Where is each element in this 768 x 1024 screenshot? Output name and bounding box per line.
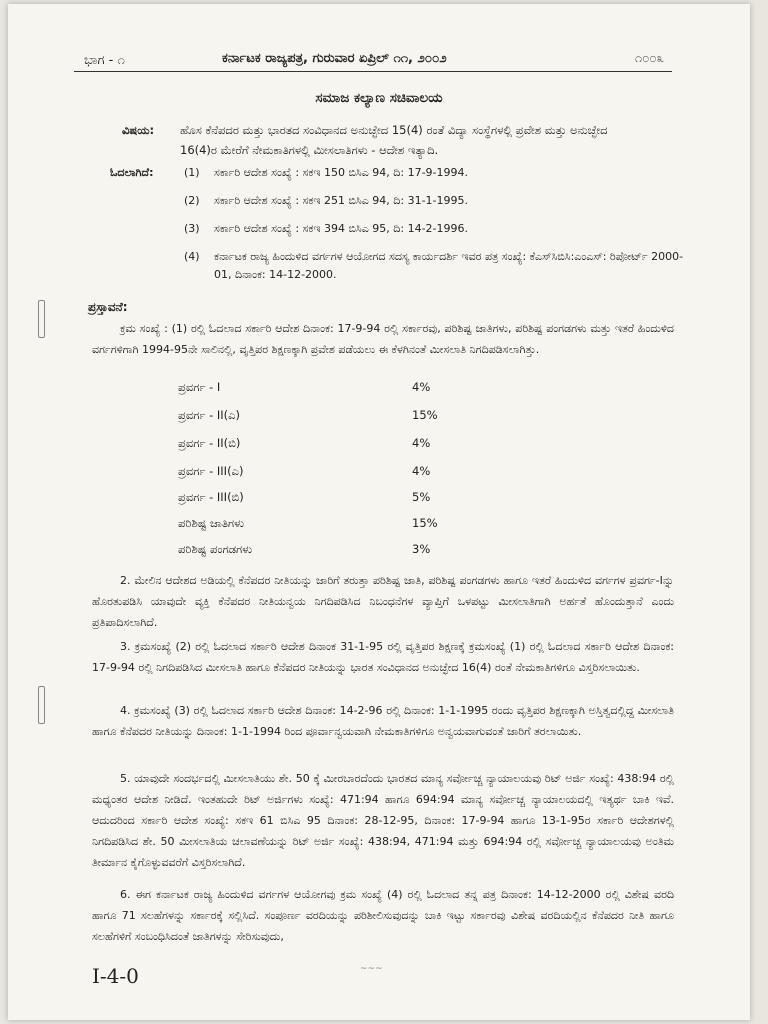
quota-row xyxy=(178,542,478,560)
quota-row xyxy=(178,408,478,426)
quota-category: ಪ್ರವರ್ಗ - III(ಬಿ) xyxy=(178,490,244,504)
reference-text: ಸರ್ಕಾರಿ ಆದೇಶ ಸಂಖ್ಯೆ : ಸಕಇ 394 ಬಿಸಿಎ 95, ದಿ: 14-2-1996. xyxy=(214,222,468,235)
header-gazette-title: ಕರ್ನಾಟಕ ರಾಜ್ಯಪತ್ರ, ಗುರುವಾರ ಏಪ್ರಿಲ್ ೧೧, ೨೦೦೨ xyxy=(222,51,447,66)
subject-block xyxy=(122,120,622,160)
paragraph-5: 5. ಯಾವುದೇ ಸಂದರ್ಭದಲ್ಲಿ ಮೀಸಲಾತಿಯು ಶೇ. 50 ಕ್ಕೆ ಮೀರಬಾರದೆಂದು ಭಾರತದ ಮಾನ್ಯ ಸರ್ವೋಚ್ಚ ನ್ಯಾಯಾಲಯವು ರಿಟ್ ಅರ್ಜಿ ಸಂಖ್ಯೆ: 438:94 ರಲ್ಲಿ ಮಧ್ಯಂತರ ಆದೇಶ ನೀಡಿದೆ. ಇಂತಹುದೇ ರಿಟ್ ಅರ್ಜಿಗಳು ಸಂಖ್ಯೆ: 471:94 ಹಾಗೂ 694:94 ಮಾನ್ಯ ಸರ್ವೋಚ್ಚ ನ್ಯಾಯಾಲಯದಲ್ಲಿ ಇತ್ಯರ್ಥ ಬಾಕಿ ಇವೆ. ಆದುದರಿಂದ ಸರ್ಕಾರಿ ಆದೇಶ ಸಂಖ್ಯೆ: ಸಕಇ 61 ಬಿಸಿಎ 95 ದಿನಾಂಕ: 28-12-95, ದಿನಾಂಕ: 17-9-94 ಹಾಗೂ 13-1-95ರ ಸರ್ಕಾರಿ ಆದೇಶಗಳಲ್ಲಿ ನಿಗದಿಪಡಿಸಿದ ಶೇ. 50 ಮೀಸಲಾತಿಯ ಚಲಾವಣೆಯನ್ನು ರಿಟ್ ಅರ್ಜಿ ಸಂಖ್ಯೆ: 438:94, 471:94 ಮತ್ತು 694:94 ರಲ್ಲಿ ಸರ್ವೋಚ್ಚ ನ್ಯಾಯಾಲಯವು ಅಂತಿಮ ತೀರ್ಮಾನ ಕೈಗೊಳ್ಳುವವರೆಗೆ ವಿಸ್ತರಿಸಲಾಗಿದೆ. xyxy=(92,772,675,869)
preamble-heading: ಪ್ರಸ್ತಾವನೆ: xyxy=(88,300,128,314)
reference-item xyxy=(184,248,684,284)
quota-percent: 4% xyxy=(412,464,431,478)
reference-number: (2) xyxy=(184,194,200,207)
quota-percent: 4% xyxy=(412,436,431,450)
punch-hole-mark xyxy=(38,300,45,338)
reference-text: ಸರ್ಕಾರಿ ಆದೇಶ ಸಂಖ್ಯೆ : ಸಕಇ 150 ಬಿಸಿಎ 94, ದಿ: 17-9-1994. xyxy=(214,166,468,179)
references-label: ಓದಲಾಗಿದೆ: xyxy=(110,166,154,179)
quota-category: ಪ್ರವರ್ಗ - II(ಬಿ) xyxy=(178,436,241,450)
quota-row xyxy=(178,380,478,398)
quota-percent: 5% xyxy=(412,490,431,504)
reference-text: ಸರ್ಕಾರಿ ಆದೇಶ ಸಂಖ್ಯೆ : ಸಕಇ 251 ಬಿಸಿಎ 94, ದಿ: 31-1-1995. xyxy=(214,194,468,207)
reference-number: (4) xyxy=(184,250,200,263)
page-title: ಸಮಾಜ ಕಲ್ಯಾಣ ಸಚಿವಾಲಯ xyxy=(315,90,443,106)
quota-category: ಪ್ರವರ್ಗ - I xyxy=(178,380,221,394)
punch-hole-mark xyxy=(38,686,45,724)
quota-percent: 15% xyxy=(412,516,438,530)
quota-row xyxy=(178,464,478,482)
reference-number: (1) xyxy=(184,166,200,179)
paragraph-3: 3. ಕ್ರಮಸಂಖ್ಯೆ (2) ರಲ್ಲಿ ಓದಲಾದ ಸರ್ಕಾರಿ ಆದೇಶ ದಿನಾಂಕ 31-1-95 ರಲ್ಲಿ ವೃತ್ತಿಪರ ಶಿಕ್ಷಣಕ್ಕೆ ಕ್ರಮಸಂಖ್ಯೆ (1) ರಲ್ಲಿ ಓದಲಾದ ಸರ್ಕಾರಿ ಆದೇಶ ದಿನಾಂಕ: 17-9-94 ರಲ್ಲಿ ನಿಗದಿಪಡಿಸಿದ ಮೀಸಲಾತಿ ಹಾಗೂ ಕೆನೆಪದರ ನೀತಿಯನ್ನು ಭಾರತ ಸಂವಿಧಾನದ ಅನುಚ್ಛೇದ 16(4) ರಂತೆ ನೇಮಕಾತಿಗಳಿಗೂ ವಿಸ್ತರಿಸಲಾಯಿತು. xyxy=(92,640,674,674)
quota-percent: 15% xyxy=(412,408,438,422)
handwritten-note: I-4-0 xyxy=(92,964,139,988)
subject-label: ವಿಷಯ: xyxy=(122,123,155,137)
header-part: ಭಾಗ - ೧ xyxy=(84,53,125,68)
header-page-number: ೧೦೦೩ xyxy=(634,51,664,66)
paragraph-2: 2. ಮೇಲಿನ ಆದೇಶದ ಅಡಿಯಲ್ಲಿ ಕೆನೆಪದರ ನೀತಿಯನ್ನು ಜಾರಿಗೆ ತರುತ್ತಾ ಪರಿಶಿಷ್ಟ ಜಾತಿ, ಪರಿಶಿಷ್ಟ ಪಂಗಡಗಳು ಹಾಗೂ ಇತರೆ ಹಿಂದುಳಿದ ವರ್ಗಗಳ ಪ್ರವರ್ಗ-Iನ್ನು ಹೊರತುಪಡಿಸಿ ಯಾವುದೇ ವ್ಯಕ್ತಿ ಕೆನೆಪದರ ನೀತಿಯನ್ವಯ ನಿಗದಿಪಡಿಸಿದ ನಿಬಂಧನೆಗಳ ವ್ಯಾಪ್ತಿಗೆ ಒಳಪಟ್ಟು ಮೀಸಲಾತಿಗಾಗಿ ಅರ್ಹತೆ ಹೊಂದುತ್ತಾನೆ ಎಂದು ಪ್ರತಿಪಾದಿಸಲಾಗಿದೆ. xyxy=(92,574,674,629)
quota-category: ಪರಿಶಿಷ್ಟ ಜಾತಿಗಳು xyxy=(178,516,245,530)
quota-category: ಪ್ರವರ್ಗ - II(ಎ) xyxy=(178,408,241,422)
reference-item xyxy=(184,220,684,238)
quota-row xyxy=(178,436,478,454)
faint-scribble: ~~~ xyxy=(360,964,383,974)
quota-row xyxy=(178,516,478,534)
quota-category: ಪ್ರವರ್ಗ - III(ಎ) xyxy=(178,464,244,478)
subject-text: ಹೊಸ ಕೆನೆಪದರ ಮತ್ತು ಭಾರತದ ಸಂವಿಧಾನದ ಅನುಚ್ಛೇದ 15(4) ರಂತೆ ವಿದ್ಯಾ ಸಂಸ್ಥೆಗಳಲ್ಲಿ ಪ್ರವೇಶ ಮತ್ತು ಅನುಚ್ಛೇದ 16(4)ರ ಮೇರೆಗೆ ನೇಮಕಾತಿಗಳಲ್ಲಿ ಮೀಸಲಾತಿಗಳು - ಆದೇಶ ಇತ್ಯಾದಿ. xyxy=(180,123,608,157)
reference-number: (3) xyxy=(184,222,200,235)
quota-category: ಪರಿಶಿಷ್ಟ ಪಂಗಡಗಳು xyxy=(178,542,253,556)
quota-percent: 4% xyxy=(412,380,431,394)
document-page xyxy=(8,4,750,1020)
gazette-header xyxy=(74,49,672,72)
quota-row xyxy=(178,490,478,508)
quota-percent: 3% xyxy=(412,542,431,556)
paragraph-4: 4. ಕ್ರಮಸಂಖ್ಯೆ (3) ರಲ್ಲಿ ಓದಲಾದ ಸರ್ಕಾರಿ ಆದೇಶ ದಿನಾಂಕ: 14-2-96 ರಲ್ಲಿ ದಿನಾಂಕ: 1-1-1995 ರಂದು ವೃತ್ತಿಪರ ಶಿಕ್ಷಣಕ್ಕಾಗಿ ಅಸ್ತಿತ್ವದಲ್ಲಿದ್ದ ಮೀಸಲಾತಿ ಹಾಗೂ ಕೆನೆಪದರ ನೀತಿಯನ್ನು ದಿನಾಂಕ: 1-1-1994 ರಿಂದ ಪೂರ್ವಾನ್ವಯವಾಗಿ ನೇಮಕಾತಿಗಳಿಗೂ ಅನ್ವಯವಾಗುವಂತೆ ಜಾರಿಗೆ ತರಲಾಯಿತು. xyxy=(92,704,674,738)
paragraph-1: ಕ್ರಮ ಸಂಖ್ಯೆ : (1) ರಲ್ಲಿ ಓದಲಾದ ಸರ್ಕಾರಿ ಆದೇಶ ದಿನಾಂಕ: 17-9-94 ರಲ್ಲಿ ಸರ್ಕಾರವು, ಪರಿಶಿಷ್ಟ ಜಾತಿಗಳು, ಪರಿಶಿಷ್ಟ ಪಂಗಡಗಳು ಮತ್ತು ಇತರೆ ಹಿಂದುಳಿದ ವರ್ಗಗಳಿಗಾಗಿ 1994-95ನೇ ಸಾಲಿನಲ್ಲಿ, ವೃತ್ತಿಪರ ಶಿಕ್ಷಣಕ್ಕಾಗಿ ಪ್ರವೇಶ ಪಡೆಯಲು ಈ ಕೆಳಗಿನಂತೆ ಮೀಸಲಾತಿ ನಿಗದಿಪಡಿಸಲಾಗಿತ್ತು. xyxy=(92,322,674,356)
paragraph-6: 6. ಈಗ ಕರ್ನಾಟಕ ರಾಜ್ಯ ಹಿಂದುಳಿದ ವರ್ಗಗಳ ಆಯೋಗವು ಕ್ರಮ ಸಂಖ್ಯೆ (4) ರಲ್ಲಿ ಓದಲಾದ ತನ್ನ ಪತ್ರ ದಿನಾಂಕ: 14-12-2000 ರಲ್ಲಿ ವಿಶೇಷ ವರದಿ ಹಾಗೂ 71 ಸಲಹೆಗಳನ್ನು ಸರ್ಕಾರಕ್ಕೆ ಸಲ್ಲಿಸಿದೆ. ಸಂಪೂರ್ಣ ವರದಿಯನ್ನು ಪರಿಶೀಲಿಸುವುದನ್ನು ಬಾಕಿ ಇಟ್ಟು ಸರ್ಕಾರವು ವಿಶೇಷ ವರದಿಯಲ್ಲಿನ ಕೆನೆಪದರ ನೀತಿ ಹಾಗೂ ಸಲಹೆಗಳಿಗೆ ಸಂಬಂಧಿಸಿದಂತೆ ಜಾತಿಗಳನ್ನು ಸೇರಿಸುವುದು, xyxy=(92,888,674,943)
reference-text: ಕರ್ನಾಟಕ ರಾಜ್ಯ ಹಿಂದುಳಿದ ವರ್ಗಗಳ ಆಯೋಗದ ಸದಸ್ಯ ಕಾರ್ಯದರ್ಶಿ ಇವರ ಪತ್ರ ಸಂಖ್ಯೆ: ಕೆಎಸ್‌ಸಿಬಿಸಿ:ಎಂಎಸ್: ರಿಪೋರ್ಟ್ 2000-01, ದಿನಾಂಕ: 14-12-2000. xyxy=(214,250,684,281)
reference-item xyxy=(184,192,684,210)
reference-item xyxy=(184,164,684,182)
